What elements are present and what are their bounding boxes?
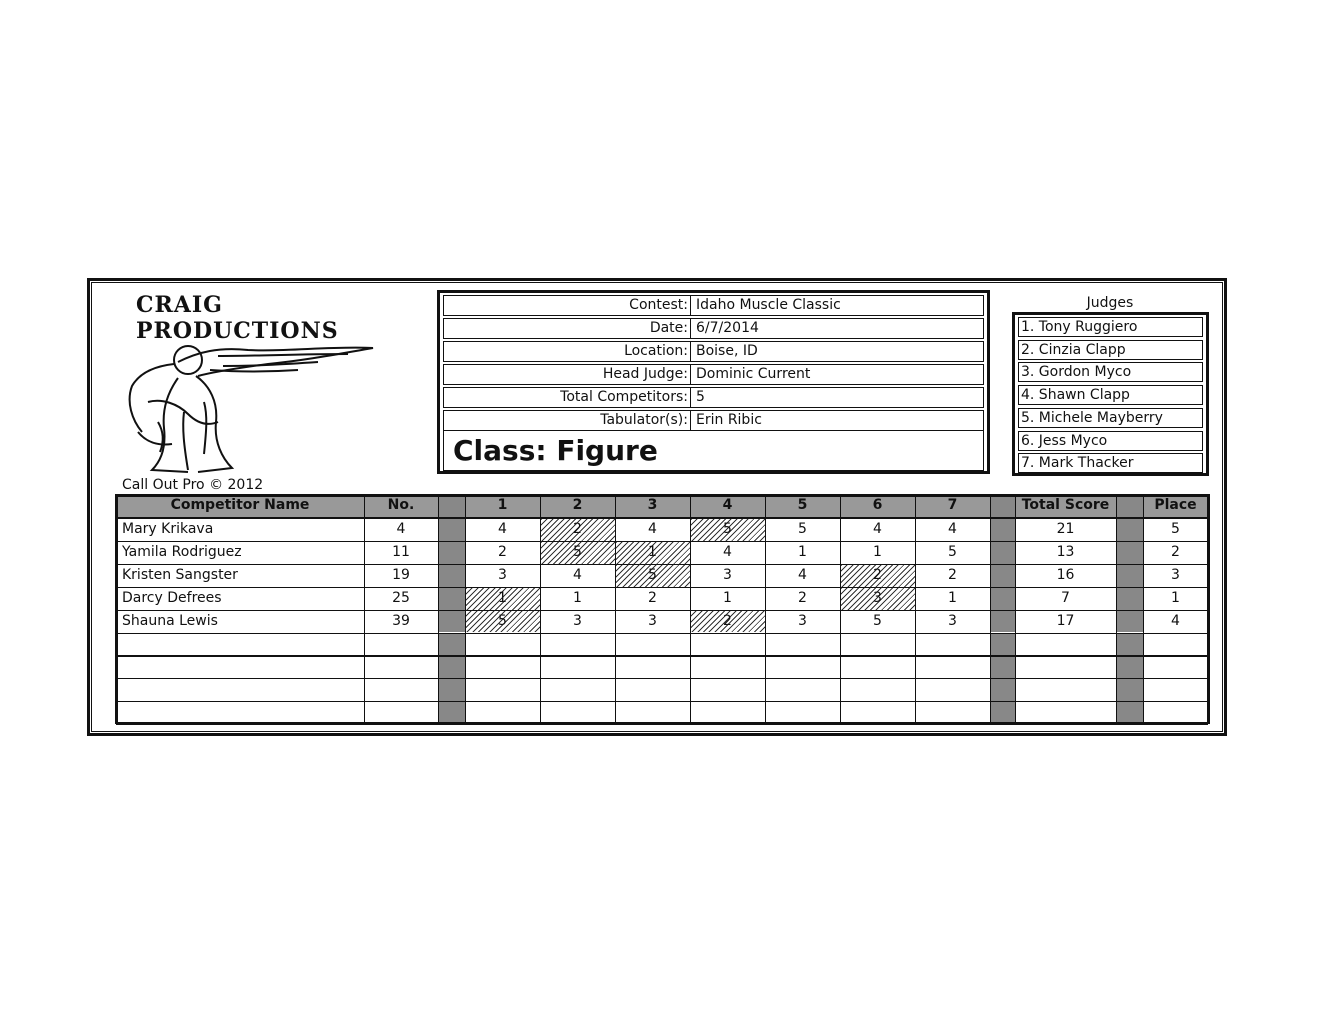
table-cell <box>364 655 438 678</box>
table-cell <box>765 655 840 678</box>
info-row <box>443 410 984 431</box>
dropped-judge-score: 2 <box>540 518 615 541</box>
separator-column <box>438 701 465 724</box>
total-score: 16 <box>1056 566 1075 583</box>
judge-score: 5 <box>798 521 807 537</box>
copyright-text: Call Out Pro © 2012 <box>122 477 264 493</box>
table-cell <box>765 633 840 656</box>
grid-line <box>116 722 1208 725</box>
table-cell <box>1015 678 1116 701</box>
info-row <box>443 341 984 362</box>
separator-column <box>438 678 465 701</box>
table-cell <box>540 701 615 724</box>
table-cell <box>840 655 915 678</box>
header-judge: 3 <box>615 494 690 518</box>
judge-score: 2 <box>648 589 657 606</box>
header-judge: 2 <box>540 494 615 518</box>
place: 2 <box>1171 543 1180 560</box>
judge-item: 7. Mark Thacker <box>1018 453 1203 473</box>
info-label: Tabulator(s): <box>444 411 691 430</box>
judge-score: 1 <box>798 543 807 560</box>
header-judge: 5 <box>765 494 840 518</box>
table-cell <box>116 678 364 701</box>
separator-column <box>990 633 1015 656</box>
separator-column <box>1116 541 1143 564</box>
competitor-name: Shauna Lewis <box>122 612 218 629</box>
judge-score: 4 <box>873 521 882 537</box>
judge-score: 1 <box>948 589 957 606</box>
separator-column <box>1116 633 1143 656</box>
header-judge: 4 <box>690 494 765 518</box>
info-value: Idaho Muscle Classic <box>696 297 841 313</box>
dropped-judge-score: 1 <box>465 587 540 610</box>
table-cell <box>840 701 915 724</box>
table-cell <box>915 655 990 678</box>
separator-column <box>1116 678 1143 701</box>
separator-column <box>1116 587 1143 610</box>
separator-column <box>438 518 465 541</box>
separator-column <box>1116 701 1143 724</box>
separator-column <box>990 610 1015 633</box>
judge-score: 4 <box>798 566 807 583</box>
info-row <box>443 387 984 408</box>
place: 4 <box>1171 612 1180 629</box>
dropped-judge-score: 1 <box>615 541 690 564</box>
judge-item: 5. Michele Mayberry <box>1018 408 1203 428</box>
table-cell <box>364 633 438 656</box>
info-row <box>443 295 984 316</box>
grid-line <box>116 678 1208 679</box>
competitor-name: Yamila Rodriguez <box>122 543 242 560</box>
judge-score: 3 <box>948 612 957 629</box>
grid-line <box>116 655 1208 656</box>
table-cell <box>116 655 364 678</box>
grid-line <box>116 701 1208 702</box>
place: 1 <box>1171 589 1180 606</box>
judge-score: 3 <box>723 566 732 583</box>
info-value: Erin Ribic <box>696 412 762 428</box>
competitor-name: Mary Krikava <box>122 521 214 537</box>
score-table <box>116 494 1208 726</box>
total-score: 7 <box>1061 589 1070 606</box>
table-cell <box>765 701 840 724</box>
judge-score: 5 <box>873 612 882 629</box>
header-judge: 1 <box>465 494 540 518</box>
judge-score: 3 <box>648 612 657 629</box>
separator-column <box>438 610 465 633</box>
competitor-name: Darcy Defrees <box>122 589 222 606</box>
separator-column <box>1116 494 1143 518</box>
judge-score: 3 <box>798 612 807 629</box>
competitor-name: Kristen Sangster <box>122 566 238 583</box>
judge-score: 2 <box>948 566 957 583</box>
table-cell <box>1015 655 1116 678</box>
judge-item: 6. Jess Myco <box>1018 431 1203 451</box>
table-cell <box>364 678 438 701</box>
brand-line-2: PRODUCTIONS <box>136 318 339 344</box>
table-cell <box>840 678 915 701</box>
separator-column <box>438 587 465 610</box>
judge-score: 2 <box>498 543 507 560</box>
table-cell <box>1143 701 1208 724</box>
table-cell <box>465 678 540 701</box>
judge-score: 4 <box>948 521 957 537</box>
total-score: 21 <box>1056 521 1075 537</box>
separator-column <box>438 633 465 656</box>
table-cell <box>915 633 990 656</box>
brand-line-1: CRAIG <box>136 292 223 318</box>
table-cell <box>690 655 765 678</box>
header-competitor-name: Competitor Name <box>116 494 364 518</box>
info-label: Contest: <box>444 296 691 315</box>
table-cell <box>690 701 765 724</box>
competitor-number: 19 <box>392 566 410 583</box>
info-value: 5 <box>696 389 705 405</box>
separator-column <box>990 587 1015 610</box>
table-cell <box>615 678 690 701</box>
judge-score: 3 <box>498 566 507 583</box>
grid-line <box>116 517 1208 519</box>
info-value: Boise, ID <box>696 343 758 359</box>
place: 3 <box>1171 566 1180 583</box>
separator-column <box>990 564 1015 587</box>
grid-line <box>116 494 1208 497</box>
separator-column <box>990 541 1015 564</box>
grid-line <box>116 564 1208 565</box>
grid-line <box>116 541 1208 542</box>
table-cell <box>690 633 765 656</box>
judge-item: 2. Cinzia Clapp <box>1018 340 1203 360</box>
dropped-judge-score: 5 <box>540 541 615 564</box>
table-cell <box>465 633 540 656</box>
header-judge: 6 <box>840 494 915 518</box>
table-cell <box>465 701 540 724</box>
table-cell <box>116 701 364 724</box>
judge-score: 4 <box>573 566 582 583</box>
table-cell <box>690 678 765 701</box>
dropped-judge-score: 2 <box>840 564 915 587</box>
separator-column <box>990 518 1015 541</box>
separator-column <box>990 494 1015 518</box>
total-score: 17 <box>1056 612 1075 629</box>
info-row <box>443 364 984 385</box>
dropped-judge-score: 2 <box>690 610 765 633</box>
table-cell <box>765 678 840 701</box>
separator-column <box>1116 610 1143 633</box>
header-judge: 7 <box>915 494 990 518</box>
judge-item: 1. Tony Ruggiero <box>1018 317 1203 337</box>
separator-column <box>438 655 465 678</box>
competitor-number: 39 <box>392 612 410 629</box>
separator-column <box>1116 564 1143 587</box>
separator-column <box>990 655 1015 678</box>
dropped-judge-score: 5 <box>615 564 690 587</box>
info-value: 6/7/2014 <box>696 320 759 336</box>
header-total-score: Total Score <box>1015 494 1116 518</box>
grid-line <box>116 610 1208 611</box>
judge-score: 3 <box>573 612 582 629</box>
brand-logo-text <box>136 292 339 344</box>
judge-item: 4. Shawn Clapp <box>1018 385 1203 405</box>
separator-column <box>438 564 465 587</box>
judge-score: 1 <box>723 589 732 606</box>
table-cell <box>615 701 690 724</box>
class-title: Class: Figure <box>443 430 984 471</box>
separator-column <box>438 541 465 564</box>
judge-score: 1 <box>873 543 882 560</box>
table-cell <box>615 633 690 656</box>
bodybuilder-logo-icon <box>118 342 378 477</box>
total-score: 13 <box>1056 543 1075 560</box>
table-cell <box>364 701 438 724</box>
table-cell <box>465 655 540 678</box>
table-cell <box>540 678 615 701</box>
separator-column <box>1116 518 1143 541</box>
table-cell <box>840 633 915 656</box>
judges-title: Judges <box>1086 295 1134 311</box>
judge-score: 4 <box>723 543 732 560</box>
grid-line <box>116 587 1208 588</box>
dropped-judge-score: 5 <box>690 518 765 541</box>
judge-score: 5 <box>948 543 957 560</box>
info-label: Location: <box>444 342 691 361</box>
info-label: Head Judge: <box>444 365 691 384</box>
judge-score: 1 <box>573 589 582 606</box>
grid-line <box>116 633 1208 634</box>
table-cell <box>116 633 364 656</box>
table-cell <box>540 633 615 656</box>
table-cell <box>1143 678 1208 701</box>
judge-item: 3. Gordon Myco <box>1018 362 1203 382</box>
table-cell <box>540 655 615 678</box>
table-cell <box>1143 655 1208 678</box>
dropped-judge-score: 5 <box>465 610 540 633</box>
info-label: Total Competitors: <box>444 388 691 407</box>
separator-column <box>990 701 1015 724</box>
info-label: Date: <box>444 319 691 338</box>
place: 5 <box>1171 521 1180 537</box>
judges-list <box>1012 312 1209 476</box>
judge-score: 2 <box>798 589 807 606</box>
table-cell <box>1015 633 1116 656</box>
table-cell <box>1143 633 1208 656</box>
table-cell <box>915 678 990 701</box>
table-cell <box>915 701 990 724</box>
info-value: Dominic Current <box>696 366 811 382</box>
competitor-number: 25 <box>392 589 410 606</box>
judge-score: 4 <box>498 521 507 537</box>
header-number: No. <box>364 494 438 518</box>
table-cell <box>1015 701 1116 724</box>
dropped-judge-score: 3 <box>840 587 915 610</box>
contest-info-box <box>437 290 990 474</box>
header-place: Place <box>1143 494 1208 518</box>
judge-score: 4 <box>648 521 657 537</box>
competitor-number: 4 <box>396 521 406 537</box>
info-row <box>443 318 984 339</box>
competitor-number: 11 <box>392 543 410 560</box>
table-cell <box>615 655 690 678</box>
separator-column <box>990 678 1015 701</box>
separator-column <box>438 494 465 518</box>
separator-column <box>1116 655 1143 678</box>
